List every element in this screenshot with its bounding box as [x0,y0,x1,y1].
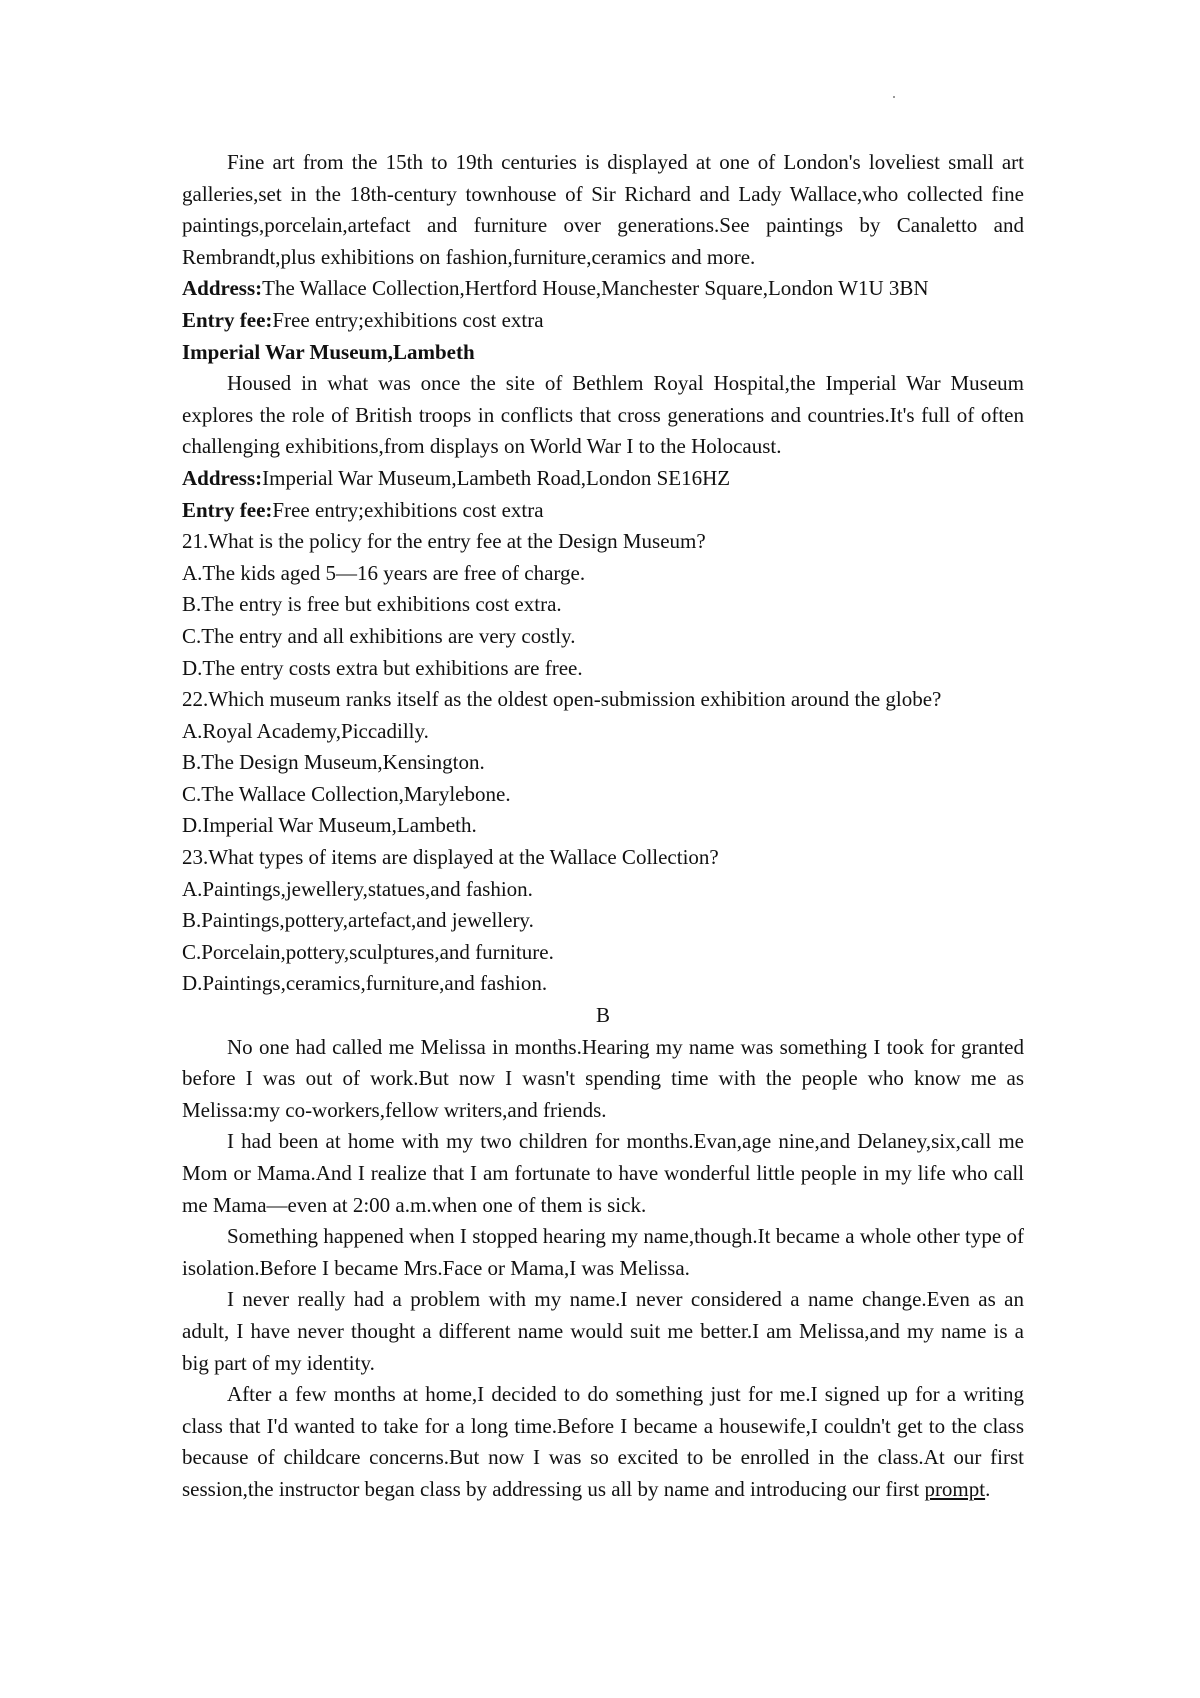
address-label: Address: [182,276,263,301]
section-b-paragraph-5 [182,1379,1024,1505]
document-page [182,147,1024,1506]
imperial-title: Imperial War Museum,Lambeth [182,339,475,364]
paragraph-end-punct: . [985,1476,991,1501]
section-b-paragraph-3: Something happened when I stopped hearing my name,though.It became a whole other type of isolation.Before I became Mrs.Face or Mama,I was Melissa. [182,1224,1024,1280]
question-21-option-b: B.The entry is free but exhibitions cost extra. [182,592,562,617]
section-b-paragraph-1: No one had called me Melissa in months.Hearing my name was something I took for granted before I was out of work.But now I wasn't spending time with the people who know me as Melissa:my co-workers,fellow writers,and friends. [182,1034,1024,1122]
section-b-paragraph-4: I never really had a problem with my name.I never considered a name change.Even as an adult, I have never thought a different name would suit me better.I am Melissa,and my name is a big part of my identity. [182,1287,1024,1375]
scan-speck [893,96,895,98]
question-21-option-a: A.The kids aged 5—16 years are free of charge. [182,560,586,585]
paragraph-text: After a few months at home,I decided to do something just for me.I signed up for a writing class that I'd wanted to take for a long time.Before I became a housewife,I couldn't get to the class because of childcare concerns.But now I was so excited to be enrolled in the class.At our first session,the instructor began class by addressing us all by name and introducing our first [182,1382,1024,1501]
underlined-word-prompt: prompt [924,1476,986,1501]
question-23-option-b: B.Paintings,pottery,artefact,and jewellery. [182,908,534,933]
question-23-option-a: A.Paintings,jewellery,statues,and fashion. [182,876,533,901]
question-22-option-d: D.Imperial War Museum,Lambeth. [182,813,477,838]
question-22-stem: 22.Which museum ranks itself as the oldest open-submission exhibition around the globe? [182,687,942,712]
address-value: Imperial War Museum,Lambeth Road,London SE16HZ [262,465,731,490]
address-value: The Wallace Collection,Hertford House,Manchester Square,London W1U 3BN [262,276,929,301]
address-label: Address: [182,465,263,490]
question-22-option-a: A.Royal Academy,Piccadilly. [182,718,429,743]
entry-fee-value: Free entry;exhibitions cost extra [272,497,544,522]
imperial-entry-fee [182,495,1024,527]
question-21-option-c: C.The entry and all exhibitions are very costly. [182,623,576,648]
imperial-address [182,463,1024,495]
section-b-heading: B [595,1003,610,1028]
wallace-description: Fine art from the 15th to 19th centuries is displayed at one of London's loveliest small art galleries,set in the 18th-century townhouse of Sir Richard and Lady Wallace,who collected fine paintings,porcelain,artefact and furniture over generations.See paintings by Canaletto and Rembrandt,plus exhibitions on fashion,furniture,ceramics and more. [182,150,1024,269]
entry-fee-label: Entry fee: [182,497,273,522]
wallace-address [182,273,1024,305]
entry-fee-label: Entry fee: [182,307,273,332]
question-23-option-c: C.Porcelain,pottery,sculptures,and furniture. [182,939,554,964]
question-23-stem: 23.What types of items are displayed at the Wallace Collection? [182,845,719,870]
wallace-entry-fee [182,305,1024,337]
question-21-option-d: D.The entry costs extra but exhibitions are free. [182,655,583,680]
imperial-description: Housed in what was once the site of Bethlem Royal Hospital,the Imperial War Museum explores the role of British troops in conflicts that cross generations and countries.It's full of often challenging exhibitions,from displays on World War I to the Holocaust. [182,371,1024,459]
question-22-option-b: B.The Design Museum,Kensington. [182,750,485,775]
question-22-option-c: C.The Wallace Collection,Marylebone. [182,781,511,806]
question-21-stem: 21.What is the policy for the entry fee at the Design Museum? [182,529,706,554]
question-23-option-d: D.Paintings,ceramics,furniture,and fashion. [182,971,548,996]
section-b-paragraph-2: I had been at home with my two children for months.Evan,age nine,and Delaney,six,call me Mom or Mama.And I realize that I am fortunate to have wonderful little people in my life who call me Mama—even at 2:00 a.m.when one of them is sick. [182,1129,1024,1217]
entry-fee-value: Free entry;exhibitions cost extra [272,307,544,332]
